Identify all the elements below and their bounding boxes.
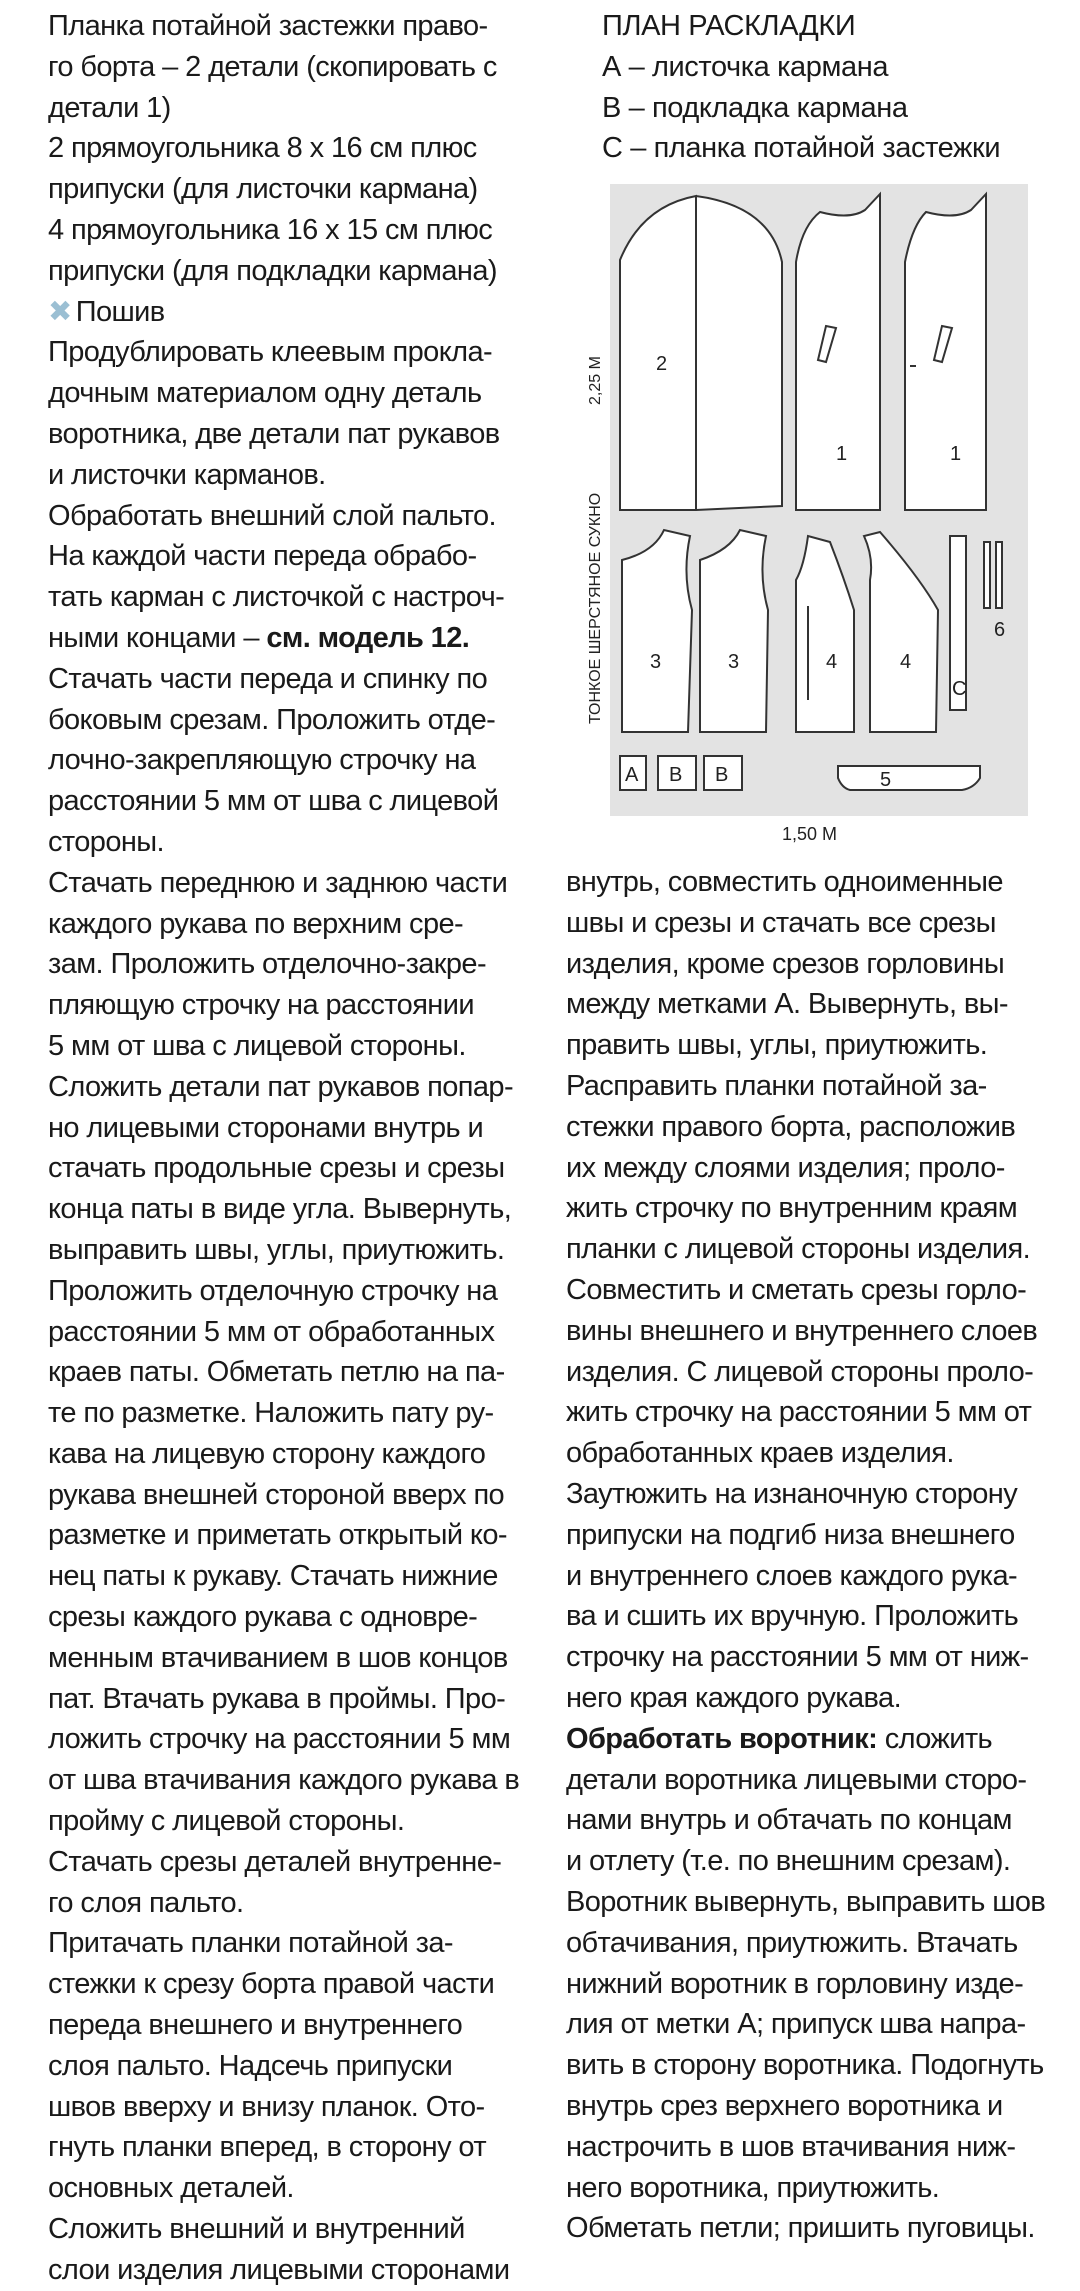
pattern-piece-5: [838, 766, 980, 790]
piece-label: 4: [900, 651, 912, 673]
body-line: Воротник вывернуть, выправить шов: [566, 1885, 1046, 1918]
piece-label: 2: [656, 353, 668, 375]
body-line: детали воротника лицевыми сторо-: [566, 1763, 1027, 1796]
legend-item: В – подкладка кармана: [602, 91, 908, 124]
body-line: пляющую строчку на расстоянии: [48, 989, 474, 1022]
body-line: их между слоями изделия; проло-: [566, 1151, 1005, 1184]
plan-title: ПЛАН РАСКЛАДКИ: [602, 10, 856, 42]
body-line: пройму с лицевой стороны.: [48, 1805, 405, 1838]
body-line: стежки к срезу борта правой части: [48, 1968, 495, 2001]
body-line: изделия. С лицевой стороны проло-: [566, 1355, 1034, 1388]
body-line: Стачать части переда и спинку по: [48, 662, 488, 695]
body-line: стачать продольные срезы и срезы: [48, 1152, 505, 1185]
body-line: Проложить отделочную строчку на: [48, 1274, 498, 1307]
body-line: Совместить и сметать срезы горло-: [566, 1273, 1027, 1306]
body-line: те по разметке. Наложить пату ру-: [48, 1397, 494, 1430]
piece-label: А: [625, 764, 639, 786]
legend-item: С – планка потайной застежки: [602, 132, 1001, 165]
body-line: ложить строчку на расстоянии 5 мм: [48, 1723, 511, 1756]
body-line: выправить швы, углы, приутюжить.: [48, 1233, 505, 1266]
intro-line: 2 прямоугольника 8 х 16 см плюс: [48, 132, 477, 165]
body-line: конца паты в виде угла. Вывернуть,: [48, 1193, 512, 1226]
intro-line: Планка потайной застежки право-: [48, 10, 488, 42]
body-line: и внутреннего слоев каждого рука-: [566, 1559, 1018, 1592]
right-text-column: [566, 862, 1056, 2249]
pattern-piece-2: [620, 196, 782, 510]
body-line: 5 мм от шва с лицевой стороны.: [48, 1029, 466, 1062]
collar-heading: Обработать воротник:: [566, 1722, 878, 1755]
body-line: Сложить внешний и внутренний: [48, 2213, 465, 2246]
body-line: от шва втачивания каждого рукава в: [48, 1764, 520, 1797]
body-line: разметке и приметать открытый ко-: [48, 1519, 507, 1552]
body-line: зам. Проложить отделочно-закре-: [48, 948, 487, 981]
body-line: нами внутрь и обтачать по концам: [566, 1804, 1012, 1837]
section-heading-row: [48, 292, 538, 333]
body-line: расстоянии 5 мм от шва с лицевой: [48, 785, 499, 818]
layout-diagram: [570, 180, 1050, 860]
body-line: настрочить в шов втачивания ниж-: [566, 2130, 1016, 2163]
legend-item: А – листочка кармана: [602, 50, 889, 83]
intro-line: 4 прямоугольника 16 х 15 см плюс: [48, 213, 493, 246]
body-line: изделия, кроме срезов горловины: [566, 947, 1005, 980]
body-line: лочно-закрепляющую строчку на: [48, 744, 476, 777]
body-line: Сложить детали пат рукавов попар-: [48, 1070, 514, 1103]
body-line: планки с лицевой стороны изделия.: [566, 1233, 1031, 1266]
body-line: Притачать планки потайной за-: [48, 1927, 453, 1960]
body-line: Стачать срезы деталей внутренне-: [48, 1845, 502, 1878]
piece-label: 3: [650, 651, 662, 673]
body-line: швов вверху и внизу планок. Ото-: [48, 2090, 485, 2123]
body-line: нижний воротник в горловину изде-: [566, 1967, 1024, 2000]
left-text-column: [48, 6, 538, 2291]
body-line: слоя пальто. Надсечь припуски: [48, 2049, 453, 2082]
plan-legend: [602, 6, 1000, 169]
body-text: сложить: [877, 1722, 993, 1755]
x-bullet-icon: ✖: [48, 295, 72, 328]
body-line: править швы, углы, приутюжить.: [566, 1029, 988, 1062]
piece-label: В: [669, 764, 683, 786]
body-line: лия от метки А; припуск шва напра-: [566, 2008, 1026, 2041]
body-line: него края каждого рукава.: [566, 1681, 902, 1714]
body-line: каждого рукава по верхним сре-: [48, 907, 464, 940]
body-line: Заутюжить на изнаночную сторону: [566, 1477, 1018, 1510]
body-line: внутрь срез верхнего воротника и: [566, 2089, 1003, 2122]
body-line: дочным материалом одну деталь: [48, 377, 482, 410]
body-line: Расправить планки потайной за-: [566, 1069, 987, 1102]
piece-label: 1: [836, 443, 848, 465]
body-line: го слоя пальто.: [48, 1886, 244, 1919]
collar-line: [566, 1719, 1056, 1760]
body-line: стежки правого борта, расположив: [566, 1110, 1016, 1143]
body-line: стороны.: [48, 825, 164, 858]
body-text: ными концами –: [48, 621, 267, 654]
body-line: него воротника, приутюжить.: [566, 2171, 940, 2204]
body-line: срезы каждого рукава с одновре-: [48, 1601, 478, 1634]
body-line: расстоянии 5 мм от обработанных: [48, 1315, 495, 1348]
body-line: швы и срезы и стачать все срезы: [566, 906, 996, 939]
intro-line: детали 1): [48, 91, 171, 124]
piece-label: 5: [880, 769, 892, 791]
body-line: переда внешнего и внутреннего: [48, 2009, 463, 2042]
body-line: [48, 618, 538, 659]
body-line: Стачать переднюю и заднюю части: [48, 866, 508, 899]
body-line: между метками А. Вывернуть, вы-: [566, 988, 1008, 1021]
section-heading: Пошив: [75, 295, 165, 328]
body-line: рукава внешней стороной вверх по: [48, 1478, 505, 1511]
body-line: боковым срезам. Проложить отде-: [48, 703, 496, 736]
body-line: жить строчку на расстоянии 5 мм от: [566, 1396, 1032, 1429]
body-line: нец паты к рукаву. Стачать нижние: [48, 1560, 498, 1593]
intro-line: го борта – 2 детали (скопировать с: [48, 50, 497, 83]
width-label: 1,50 М: [782, 824, 838, 844]
intro-line: припуски (для листочки кармана): [48, 173, 478, 206]
body-line: основных деталей.: [48, 2172, 294, 2205]
body-line: обработанных краев изделия.: [566, 1437, 954, 1470]
body-line: менным втачиванием в шов концов: [48, 1641, 508, 1674]
body-line: но лицевыми сторонами внутрь и: [48, 1111, 484, 1144]
piece-label: 1: [950, 443, 962, 465]
body-line: Обработать внешний слой пальто.: [48, 499, 496, 532]
body-line: жить строчку по внутренним краям: [566, 1192, 1018, 1225]
body-line: тать карман с листочкой с настроч-: [48, 581, 505, 614]
piece-label: 4: [826, 651, 838, 673]
body-line: краев паты. Обметать петлю на па-: [48, 1356, 505, 1389]
body-line: Обметать петли; пришить пуговицы.: [566, 2212, 1035, 2245]
pattern-piece-3: [622, 530, 692, 732]
piece-label: С: [952, 678, 967, 700]
body-line: вить в сторону воротника. Подогнуть: [566, 2049, 1044, 2082]
body-line: пат. Втачать рукава в проймы. Про-: [48, 1682, 506, 1715]
body-line: слои изделия лицевыми сторонами: [48, 2253, 510, 2286]
body-line: гнуть планки вперед, в сторону от: [48, 2131, 486, 2164]
intro-line: припуски (для подкладки кармана): [48, 254, 497, 287]
body-line: ва и сшить их вручную. Проложить: [566, 1600, 1019, 1633]
body-line: и листочки карманов.: [48, 458, 326, 491]
body-line: припуски на подгиб низа внешнего: [566, 1518, 1015, 1551]
body-line: вины внешнего и внутреннего слоев: [566, 1314, 1038, 1347]
piece-label: В: [715, 764, 729, 786]
body-line: кава на лицевую сторону каждого: [48, 1437, 486, 1470]
length-label: 2,25 М: [587, 356, 604, 405]
body-line: обтачивания, приутюжить. Втачать: [566, 1926, 1018, 1959]
body-line: внутрь, совместить одноименные: [566, 866, 1003, 898]
body-line: Продублировать клеевым проклa-: [48, 336, 493, 369]
body-line: и отлету (т.е. по внешним срезам).: [566, 1845, 1011, 1878]
fabric-label: ТОНКОЕ ШЕРСТЯНОЕ СУКНО: [587, 492, 604, 724]
piece-label: 3: [728, 651, 740, 673]
body-line: воротника, две детали пат рукавов: [48, 417, 500, 450]
pattern-piece-3: [700, 530, 768, 732]
body-line: строчку на расстоянии 5 мм от ниж-: [566, 1641, 1029, 1674]
piece-label: 6: [994, 619, 1006, 641]
model-reference: см. модель 12.: [266, 621, 470, 654]
body-line: На каждой части переда обрабо-: [48, 540, 477, 573]
